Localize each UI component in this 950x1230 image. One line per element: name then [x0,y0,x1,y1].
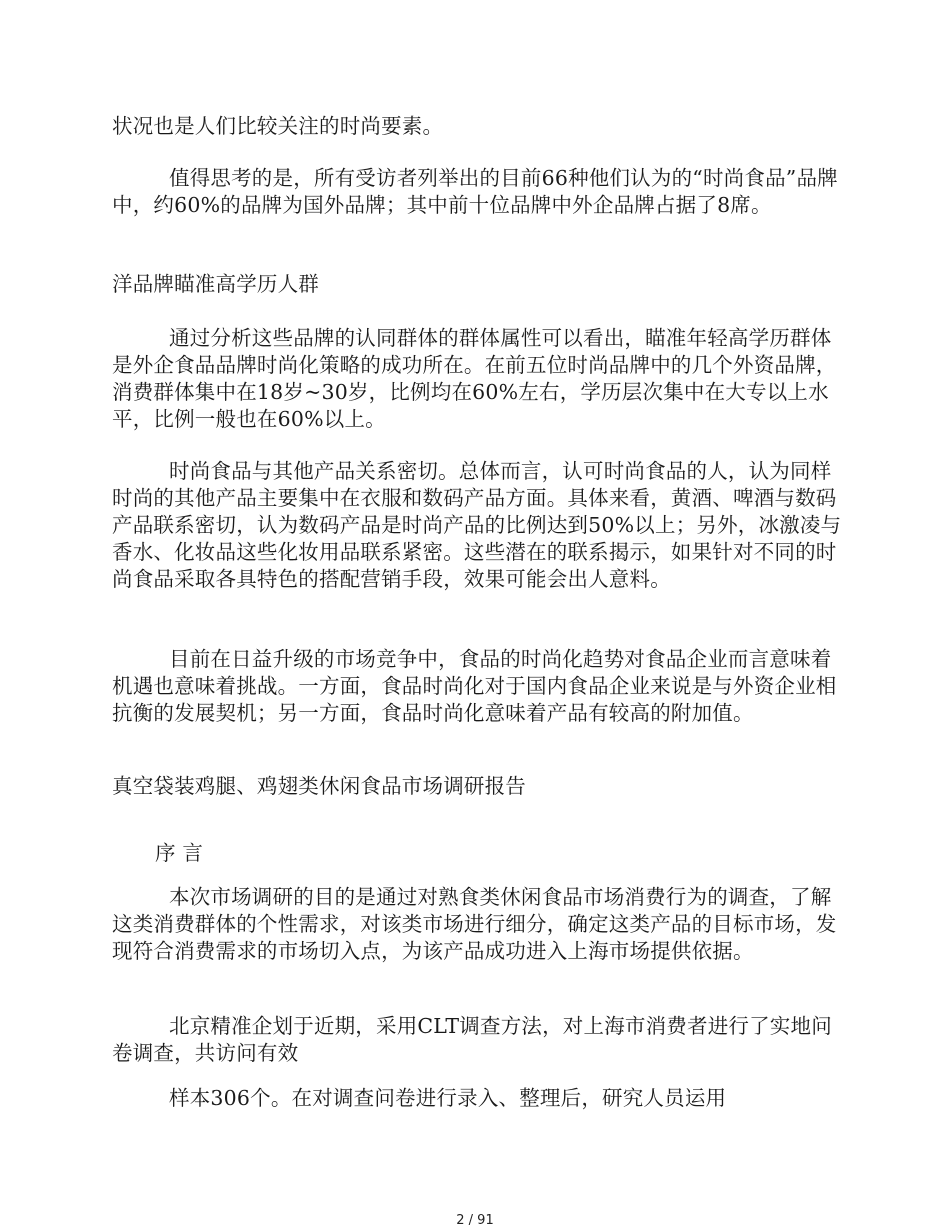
paragraph-research-method: 北京精准企划于近期，采用CLT调查方法，对上海市消费者进行了实地问卷调查，共访问有效 [112,1014,832,1065]
section-heading-foreign-brands: 洋品牌瞄准高学历人群 [112,272,319,296]
paragraph-market-competition: 目前在日益升级的市场竞争中，食品的时尚化趋势对食品企业而言意味着机遇也意味着挑战。一方面，食品时尚化对于国内食品企业来说是与外资企业相抗衡的发展契机；另一方面，食品时尚化意味着产品有较高的附加值。 [112,647,837,725]
paragraph-sample-size: 样本306个。在对调查问卷进行录入、整理后，研究人员运用 [169,1086,727,1110]
paragraph-research-purpose: 本次市场调研的目的是通过对熟食类休闲食品市场消费行为的调查，了解这类消费群体的个性需求，对该类市场进行细分，确定这类产品的目标市场，发现符合消费需求的市场切入点，为该产品成功进入上海市场提供依据。 [112,885,837,963]
page-number: 2 / 91 [456,1213,494,1228]
paragraph-foreign-brands: 值得思考的是，所有受访者列举出的目前66种他们认为的“时尚食品”品牌中，约60%的品牌为国外品牌；其中前十位品牌中外企品牌占据了8席。 [112,166,838,217]
paragraph-fashion-status: 状况也是人们比较关注的时尚要素。 [112,114,444,138]
report-title: 真空袋装鸡腿、鸡翅类休闲食品市场调研报告 [112,774,526,798]
paragraph-brand-audience: 通过分析这些品牌的认同群体的群体属性可以看出，瞄准年轻高学历群体是外企食品品牌时尚化策略的成功所在。在前五位时尚品牌中的几个外资品牌，消费群体集中在18岁~30岁，比例均在60%左右，学历层次集中在大专以上水平，比例一般也在60%以上。 [112,326,837,431]
paragraph-product-relations: 时尚食品与其他产品关系密切。总体而言，认可时尚食品的人，认为同样时尚的其他产品主要集中在衣服和数码产品方面。具体来看，黄酒、啤酒与数码产品联系密切，认为数码产品是时尚产品的比例达到50%以上；另外，冰激凌与香水、化妆品这些化妆用品联系紧密。这些潜在的联系揭示，如果针对不同的时尚食品采取各具特色的搭配营销手段，效果可能会出人意料。 [112,459,842,591]
preface-heading: 序 言 [155,841,204,865]
